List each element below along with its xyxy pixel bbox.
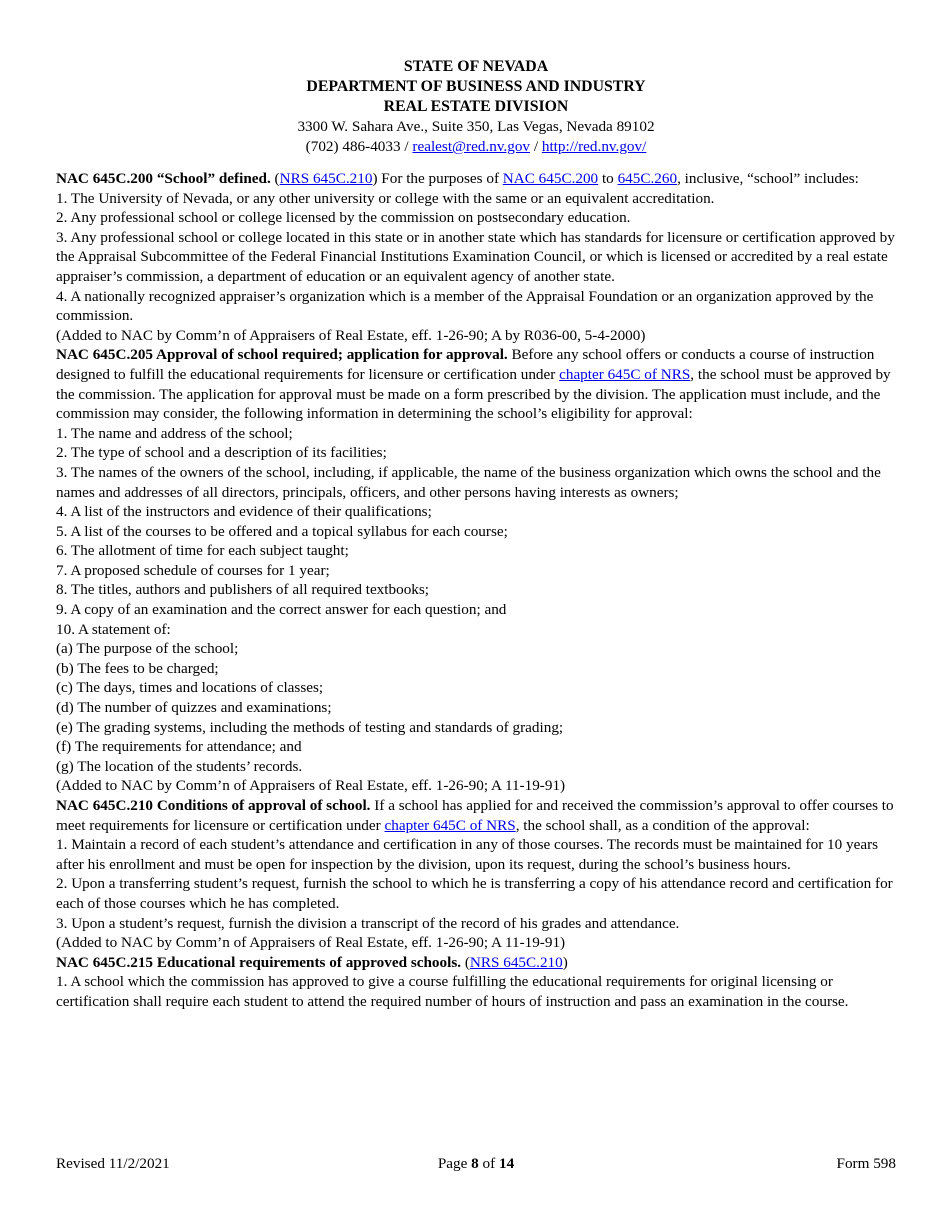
list-item: (d) The number of quizzes and examinations;: [56, 699, 332, 717]
list-item: 1. The University of Nevada, or any other university or college with the same or an equivalent accreditation.: [56, 189, 715, 207]
section-205-intro: NAC 645C.205 Approval of school required; application for approval. Before any school offers or conducts a course of instruction designed to fulfill the educational requirements for licensure or certification under chapter 645C of NRS, the school must be approved by the commission. The application for approval must be made on a form prescribed by the division. The application must include, and the commission may consider, the following information in determining the school’s eligibility for approval:: [56, 346, 891, 423]
section-205-history: (Added to NAC by Comm’n of Appraisers of Real Estate, eff. 1-26-90; A 11-19-91): [56, 777, 566, 795]
list-item: 2. Any professional school or college licensed by the commission on postsecondary education.: [56, 209, 631, 227]
list-item: (g) The location of the students’ records.: [56, 757, 303, 775]
page-footer: [56, 1154, 896, 1174]
list-item: 8. The titles, authors and publishers of all required textbooks;: [56, 581, 430, 599]
section-215-intro: NAC 645C.215 Educational requirements of approved schools. (NRS 645C.210): [56, 953, 568, 971]
list-item: 2. Upon a transferring student’s request, furnish the school to which he is transferring a copy of his attendance record and certification for each of those courses which he has completed.: [56, 875, 893, 912]
section-205-heading: NAC 645C.205 Approval of school required; application for approval.: [56, 346, 508, 364]
list-item: (a) The purpose of the school;: [56, 640, 239, 658]
list-item: 2. The type of school and a description of its facilities;: [56, 444, 387, 462]
section-210-history: (Added to NAC by Comm’n of Appraisers of Real Estate, eff. 1-26-90; A 11-19-91): [56, 934, 566, 952]
nac-645c260-link[interactable]: 645C.260: [617, 170, 678, 187]
list-item: 1. The name and address of the school;: [56, 424, 293, 442]
chapter-645c-link[interactable]: chapter 645C of NRS: [559, 365, 691, 383]
list-item: 3. Any professional school or college located in this state or in another state which has standards for licensure or certification approved by the Appraisal Subcommittee of the Federal Financial Institutions Examination Council, or which is licensed or accredited by a real estate appraiser’s commission, a department of education or an equivalent agency of another state.: [56, 228, 895, 285]
list-item: 4. A nationally recognized appraiser’s organization which is a member of the Appraisal Foundation or an organization approved by the commission.: [56, 287, 874, 325]
list-item: (f) The requirements for attendance; and: [56, 738, 302, 756]
list-item: 5. A list of the courses to be offered and a topical syllabus for each course;: [56, 522, 508, 540]
form-number: Form 598: [836, 1155, 896, 1172]
letterhead: [56, 57, 896, 157]
header-separator-2: /: [530, 138, 542, 155]
header-separator: /: [400, 138, 413, 155]
header-division: REAL ESTATE DIVISION: [383, 98, 569, 115]
list-item: 4. A list of the instructors and evidence of their qualifications;: [56, 503, 432, 521]
total-pages: 14: [498, 1155, 515, 1172]
section-210-intro: NAC 645C.210 Conditions of approval of school. If a school has applied for and received the commission’s approval to offer courses to meet requirements for licensure or certification under chapter 645C of NRS, the school shall, as a condition of the approval:: [56, 797, 894, 834]
list-item: 3. Upon a student’s request, furnish the division a transcript of the record of his grades and attendance.: [56, 914, 680, 932]
header-address: 3300 W. Sahara Ave., Suite 350, Las Vegas, Nevada 89102: [297, 118, 655, 135]
header-state: STATE OF NEVADA: [403, 58, 549, 75]
nac-645c200-link[interactable]: NAC 645C.200: [502, 170, 599, 187]
header-department: DEPARTMENT OF BUSINESS AND INDUSTRY: [306, 78, 646, 95]
document-page: [56, 57, 896, 1012]
section-215-heading: NAC 645C.215 Educational requirements of approved schools.: [56, 953, 462, 971]
nrs-645c210-link-2[interactable]: NRS 645C.210: [469, 953, 563, 971]
header-contact: [56, 137, 896, 157]
section-200-heading: NAC 645C.200 “School” defined.: [56, 170, 271, 187]
nrs-645c210-link[interactable]: NRS 645C.210: [279, 170, 373, 187]
revised-date: Revised 11/2/2021: [56, 1155, 170, 1172]
list-item: 3. The names of the owners of the school, including, if applicable, the name of the business organization which owns the school and the names and addresses of all directors, principals, officers, and other persons having interests as owners;: [56, 463, 881, 501]
list-item: 7. A proposed schedule of courses for 1 year;: [56, 561, 330, 579]
list-item: (e) The grading systems, including the methods of testing and standards of grading;: [56, 718, 564, 736]
section-210-heading: NAC 645C.210 Conditions of approval of school.: [56, 797, 371, 814]
list-item: 9. A copy of an examination and the correct answer for each question; and: [56, 601, 507, 619]
list-item: 1. A school which the commission has approved to give a course fulfilling the educational requirements for original licensing or certification shall require each student to attend the required number of hours of instruction and pass an examination in the course.: [56, 973, 849, 1010]
current-page: 8: [471, 1155, 479, 1172]
section-200-history: (Added to NAC by Comm’n of Appraisers of Real Estate, eff. 1-26-90; A by R036-00, 5-4-2000): [56, 326, 646, 344]
list-item: 6. The allotment of time for each subject taught;: [56, 542, 349, 560]
list-item: (c) The days, times and locations of classes;: [56, 679, 324, 697]
website-link[interactable]: http://red.nv.gov/: [541, 138, 647, 155]
page-number: Page 8 of 14: [437, 1155, 515, 1172]
list-item: 10. A statement of:: [56, 620, 171, 638]
email-link[interactable]: realest@red.nv.gov: [412, 138, 531, 155]
list-item: 1. Maintain a record of each student’s attendance and certification in any of those courses. The records must be maintained for 10 years after his enrollment and must be open for inspection by the division, upon its request, during the school’s business hours.: [56, 836, 879, 873]
header-phone: (702) 486-4033: [305, 138, 401, 155]
list-item: (b) The fees to be charged;: [56, 659, 219, 677]
chapter-645c-link-2[interactable]: chapter 645C of NRS: [384, 816, 516, 834]
section-200-intro: NAC 645C.200 “School” defined. (NRS 645C.210) For the purposes of NAC 645C.200 to 645C.260, inclusive, “school” includes:: [56, 170, 859, 187]
